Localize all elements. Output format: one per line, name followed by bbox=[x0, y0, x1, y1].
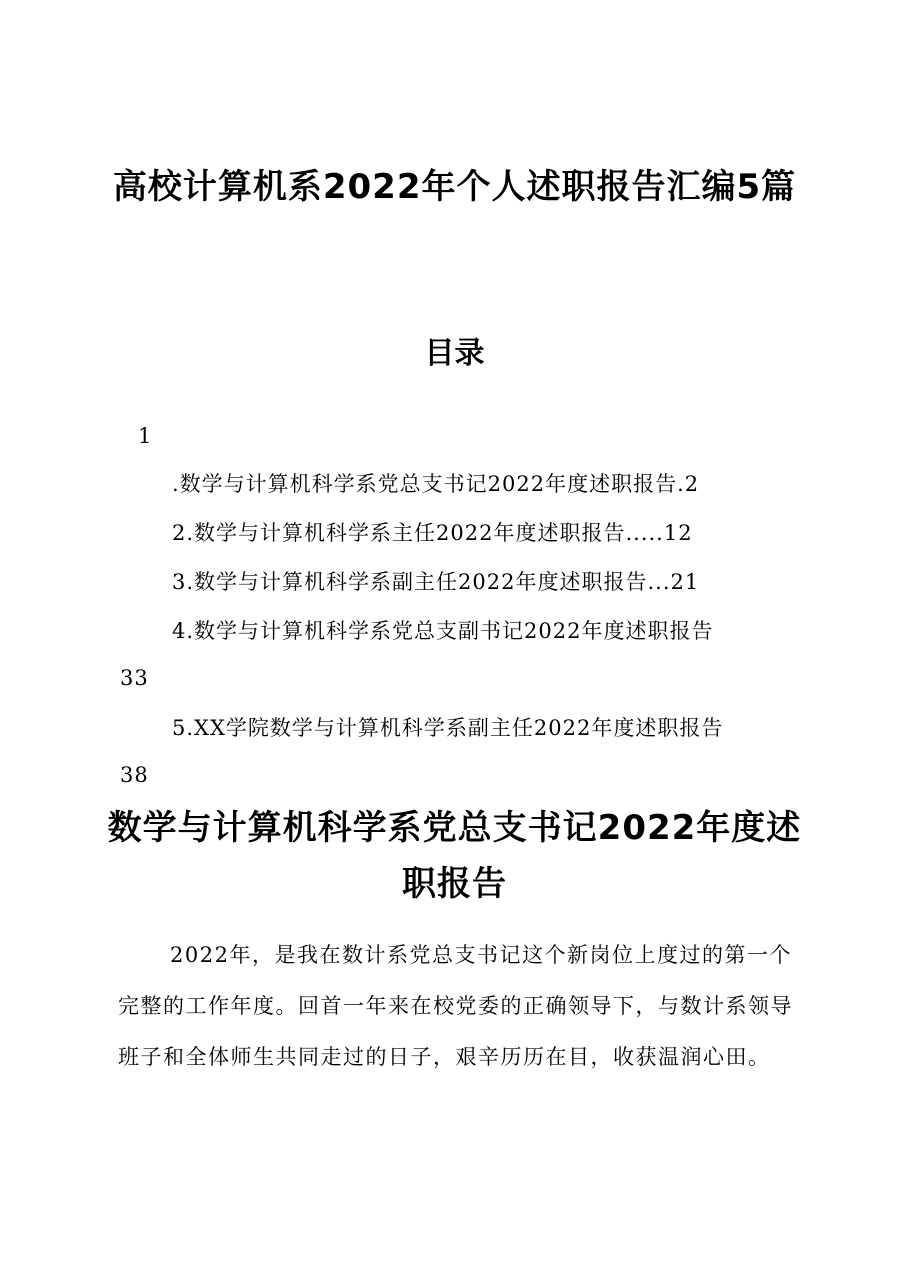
toc-entry-5[interactable]: 5.XX学院数学与计算机科学系副主任2022年度述职报告 bbox=[172, 716, 724, 740]
toc-entry-2[interactable]: 2.数学与计算机科学系主任2022年度述职报告.....12 bbox=[172, 521, 693, 545]
toc-entry-4-page: 33 bbox=[120, 666, 149, 690]
section-title-line-1: 数学与计算机科学系党总支书记2022年度述 bbox=[107, 808, 802, 848]
section-title-line-2: 职报告 bbox=[402, 864, 507, 904]
toc-entry-1[interactable]: .数学与计算机科学系党总支书记2022年度述职报告.2 bbox=[172, 472, 700, 496]
toc-entry-3[interactable]: 3.数学与计算机科学系副主任2022年度述职报告...21 bbox=[172, 570, 700, 594]
toc-entry-4[interactable]: 4.数学与计算机科学系党总支副书记2022年度述职报告 bbox=[172, 619, 714, 643]
document-title: 高校计算机系2022年个人述职报告汇编5篇 bbox=[112, 167, 797, 207]
body-paragraph: 2022年，是我在数计系党总支书记这个新岗位上度过的第一个完整的工作年度。回首一年来在校党委的正确领导下，与数计系领导班子和全体师生共同走过的日子，艰辛历历在目，收获温润心田。 bbox=[118, 943, 793, 1069]
toc-heading: 目录 bbox=[424, 336, 485, 371]
toc-entry-5-page: 38 bbox=[120, 763, 149, 787]
toc-line-number: 1 bbox=[138, 424, 153, 448]
section-title bbox=[0, 800, 909, 912]
